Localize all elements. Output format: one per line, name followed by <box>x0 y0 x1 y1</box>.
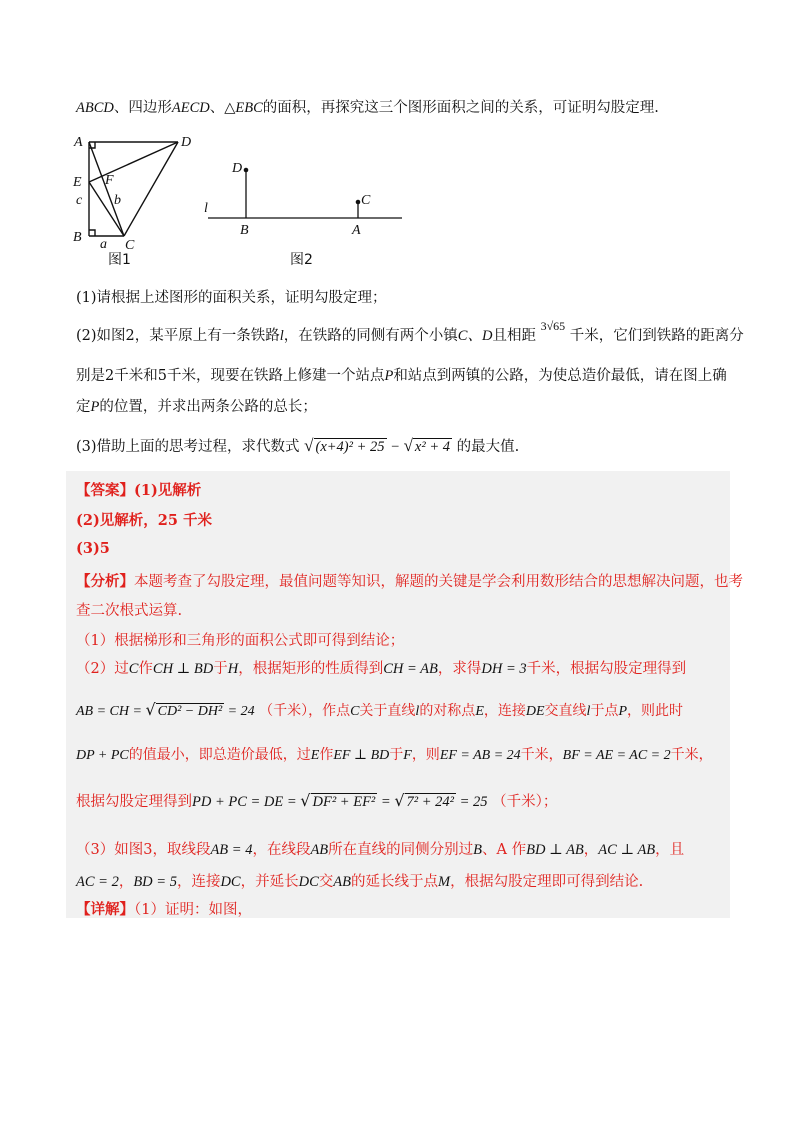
intro-text-3: 的面积，再探究这三个图形面积之间的关系，可证明勾股定理. <box>262 100 659 116</box>
intro-math-aecd: AECD <box>171 100 210 116</box>
fig1-label-d: D <box>181 135 192 150</box>
fig1-label-c-side: c <box>76 193 83 208</box>
intro-line <box>76 96 659 117</box>
fig2-caption: 图2 <box>290 252 313 268</box>
analysis-tag: 【分析】 <box>76 573 134 590</box>
intro-text-2: 、 <box>209 100 225 116</box>
analysis-line-1: 【分析】本题考查了勾股定理，最值问题等知识，解题的关键是学会利用数形结合的思想解决问题，也考 <box>76 573 743 590</box>
q3-expression: √ (x+4)² + 25 − √ x² + 4 <box>304 436 450 455</box>
fig1-label-f: F <box>105 173 114 188</box>
question-2-line-1: (2)如图2，某平原上有一条铁路l，在铁路的同侧有两个小镇C、D且相距 $^{3√65}$ 千米，它们到铁路的距离分 <box>76 319 744 344</box>
fig1-label-b: B <box>73 230 82 245</box>
fig2-label-d: D <box>232 161 243 176</box>
question-3: (3)借助上面的思考过程，求代数式 √ (x+4)² + 25 − √ x² + 4 的最大值. <box>76 436 520 455</box>
answer-line-1: 【答案】(1)见解析 <box>76 482 202 499</box>
fig1-label-b-side: b <box>114 193 121 208</box>
answer-line-3: (3)5 <box>76 540 110 557</box>
analysis-step-2-line-3: DP + PC的值最小，即总造价最低，过E作EF ⊥ BD于F，则EF = AB = 24千米，BF = AE = AC = 2千米， <box>76 747 713 763</box>
fig1-label-a-side: a <box>100 237 107 252</box>
analysis-step-2-line-1: （2）过C作CH ⊥ BD于H，根据矩形的性质得到CH = AB，求得DH = 3千米，根据勾股定理得到 <box>76 661 687 677</box>
analysis-step-3-line-2: AC = 2，BD = 5，连接DC，并延长DC交AB的延长线于点M，根据勾股定理即可得到结论. <box>76 874 644 890</box>
intro-math-ebc: △EBC <box>224 100 263 116</box>
analysis-step-2-line-4: 根据勾股定理得到PD + PC = DE = √ DF² + EF² = √ 7² + 24² = 25 （千米）； <box>76 791 558 810</box>
fig2-point-d <box>244 168 249 173</box>
detail-line: 【详解】（1）证明：如图， <box>76 901 252 918</box>
fig1-label-e: E <box>73 175 82 190</box>
analysis-step-2-line-2: AB = CH = √ CD² − DH² = 24 （千米），作点C关于直线l的对称点E，连接DE交直线l于点P，则此时 <box>76 700 683 719</box>
fig2-point-c <box>356 200 361 205</box>
fig1-right-angle-b <box>89 230 95 236</box>
question-2-line-3: 定P的位置，并求出两条公路的总长； <box>76 399 317 415</box>
fig2-label-a: A <box>352 223 361 238</box>
fig2-label-l: l <box>204 201 208 216</box>
fig1-label-c: C <box>125 238 135 253</box>
question-1: (1)请根据上述图形的面积关系，证明勾股定理； <box>76 290 387 306</box>
figure-2 <box>198 150 408 268</box>
analysis-step-3-line-1: （3）如图3，取线段AB = 4，在线段AB所在直线的同侧分别过B、A 作BD ⊥ AB，AC ⊥ AB，且 <box>76 842 685 858</box>
fig1-label-a: A <box>74 135 83 150</box>
analysis-step-1: （1）根据梯形和三角形的面积公式即可得到结论； <box>76 633 405 649</box>
answer-tag: 【答案】 <box>76 482 134 499</box>
question-2-line-2: 别是2千米和5千米，现要在铁路上修建一个站点P和站点到两镇的公路，为使总造价最低，请在图上确 <box>76 368 727 384</box>
fig1-side-dc <box>124 142 178 236</box>
figure-1 <box>70 128 210 268</box>
intro-text-1: 、四边形 <box>113 100 172 116</box>
fig2-label-c: C <box>361 193 371 208</box>
fig1-seg-ed <box>89 142 178 182</box>
intro-math-abcd: ABCD <box>76 100 114 116</box>
detail-tag: 【详解】 <box>76 901 134 918</box>
distance-value: 3√65 <box>540 319 566 333</box>
analysis-line-2: 查二次根式运算. <box>76 603 183 619</box>
answer-line-2: (2)见解析，25 千米 <box>76 512 213 529</box>
fig2-label-b: B <box>240 223 249 238</box>
fig1-caption: 图1 <box>108 252 131 268</box>
